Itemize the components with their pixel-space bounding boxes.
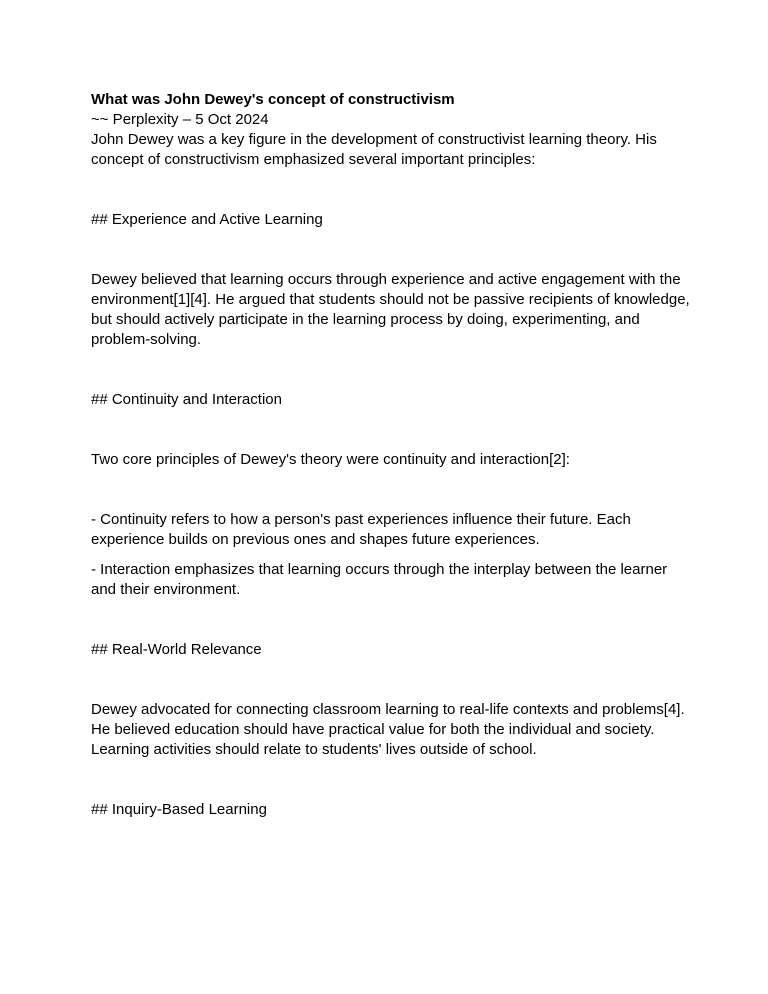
section-heading-real-world: ## Real-World Relevance <box>91 641 262 658</box>
bullet-item-interaction: - Interaction emphasizes that learning occurs through the interplay between the learner and their environment. <box>91 561 668 598</box>
document-page <box>91 90 691 820</box>
document-title: What was John Dewey's concept of constructivism <box>91 91 455 108</box>
section-body-real-world: Dewey advocated for connecting classroom learning to real-life contexts and problems[4]. He believed education should have practical value for both the individual and society. Learning activities should relate to students' lives outside of school. <box>91 701 685 758</box>
section-body-experience: Dewey believed that learning occurs through experience and active engagement with the environment[1][4]. He argued that students should not be passive recipients of knowledge, but should actively participate in the learning process by doing, experimenting, and problem-solving. <box>91 271 690 348</box>
bullet-item-continuity: - Continuity refers to how a person's past experiences influence their future. Each experience builds on previous ones and shapes future experiences. <box>91 511 631 548</box>
section-heading-continuity: ## Continuity and Interaction <box>91 391 282 408</box>
section-heading-inquiry: ## Inquiry-Based Learning <box>91 801 267 818</box>
section-heading-experience: ## Experience and Active Learning <box>91 211 323 228</box>
intro-paragraph: John Dewey was a key figure in the development of constructivist learning theory. His concept of constructivism emphasized several important principles: <box>91 131 657 168</box>
document-byline: ~~ Perplexity – 5 Oct 2024 <box>91 111 269 128</box>
section-body-continuity: Two core principles of Dewey's theory were continuity and interaction[2]: <box>91 451 570 468</box>
